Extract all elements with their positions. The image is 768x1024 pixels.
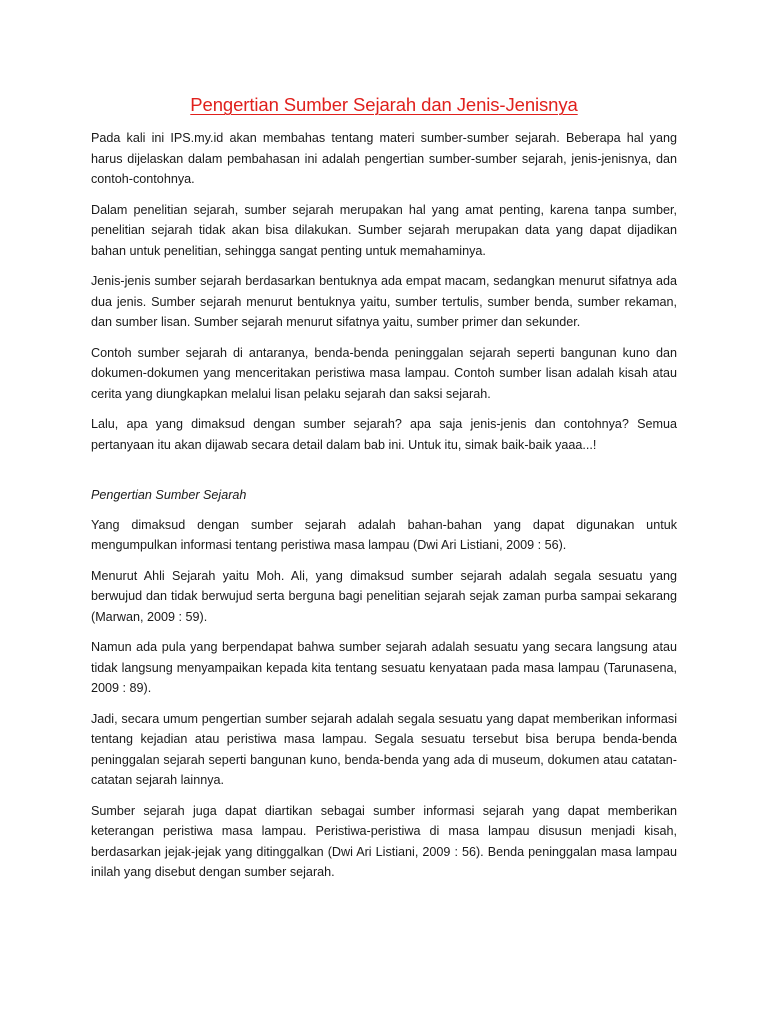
section-paragraph-1: Yang dimaksud dengan sumber sejarah adalah bahan-bahan yang dapat digunakan untuk mengumpulkan informasi tentang peristiwa masa lampau (Dwi Ari Listiani, 2009 : 56).	[91, 517, 677, 552]
document-body	[91, 128, 677, 893]
intro-paragraph-5: Lalu, apa yang dimaksud dengan sumber sejarah? apa saja jenis-jenis dan contohnya? Semua pertanyaan itu akan dijawab secara detail dalam bab ini. Untuk itu, simak baik-baik yaaa...!	[91, 417, 677, 452]
intro-paragraph-3: Jenis-jenis sumber sejarah berdasarkan bentuknya ada empat macam, sedangkan menurut sifatnya ada dua jenis. Sumber sejarah menurut bentuknya yaitu, sumber tertulis, sumber benda, sumber rekaman, dan sumber lisan. Sumber sejarah menurut sifatnya yaitu, sumber primer dan sekunder.	[91, 274, 677, 329]
section-paragraph-2: Menurut Ahli Sejarah yaitu Moh. Ali, yang dimaksud sumber sejarah adalah segala sesuatu yang berwujud dan tidak berwujud serta berguna bagi penelitian sejarah sejak zaman purba sampai sekarang (Marwan, 2009 : 59).	[91, 568, 677, 624]
section-paragraph-4: Jadi, secara umum pengertian sumber sejarah adalah segala sesuatu yang dapat memberikan informasi tentang kejadian atau peristiwa masa lampau. Segala sesuatu tersebut bisa berupa benda-benda peninggalan sejarah seperti bangunan kuno, benda-benda yang ada di museum, dokumen atau catatan-catatan sejarah lainnya.	[91, 711, 677, 787]
intro-paragraph-1: Pada kali ini IPS.my.id akan membahas tentang materi sumber-sumber sejarah. Beberapa hal yang harus dijelaskan dalam pembahasan ini adalah pengertian sumber-sumber sejarah, jenis-jenisnya, dan contoh-contohnya.	[91, 131, 677, 186]
page-title: Pengertian Sumber Sejarah dan Jenis-Jenisnya	[190, 94, 578, 115]
intro-paragraph-4: Contoh sumber sejarah di antaranya, benda-benda peninggalan sejarah seperti bangunan kuno dan dokumen-dokumen yang menceritakan peristiwa masa lampau. Contoh sumber lisan adalah kisah atau cerita yang diungkapkan melalui lisan pelaku sejarah dan saksi sejarah.	[91, 345, 677, 401]
section-paragraph-3: Namun ada pula yang berpendapat bahwa sumber sejarah adalah sesuatu yang secara langsung atau tidak langsung menyampaikan kepada kita tentang sesuatu kenyataan pada masa lampau (Tarunasena, 2009 : 89).	[91, 640, 677, 695]
intro-paragraph-2: Dalam penelitian sejarah, sumber sejarah merupakan hal yang amat penting, karena tanpa sumber, penelitian sejarah tidak akan bisa dilakukan. Sumber sejarah merupakan data yang dapat dijadikan bahan untuk penelitian, sehingga sangat penting untuk memahaminya.	[91, 202, 677, 258]
section-heading: Pengertian Sumber Sejarah	[91, 488, 247, 502]
section-paragraph-5: Sumber sejarah juga dapat diartikan sebagai sumber informasi sejarah yang dapat memberikan keterangan peristiwa masa lampau. Peristiwa-peristiwa di masa lampau disusun menjadi kisah, berdasarkan jejak-jejak yang ditinggalkan (Dwi Ari Listiani, 2009 : 56). Benda peninggalan masa lampau inilah yang disebut dengan sumber sejarah.	[91, 803, 677, 879]
